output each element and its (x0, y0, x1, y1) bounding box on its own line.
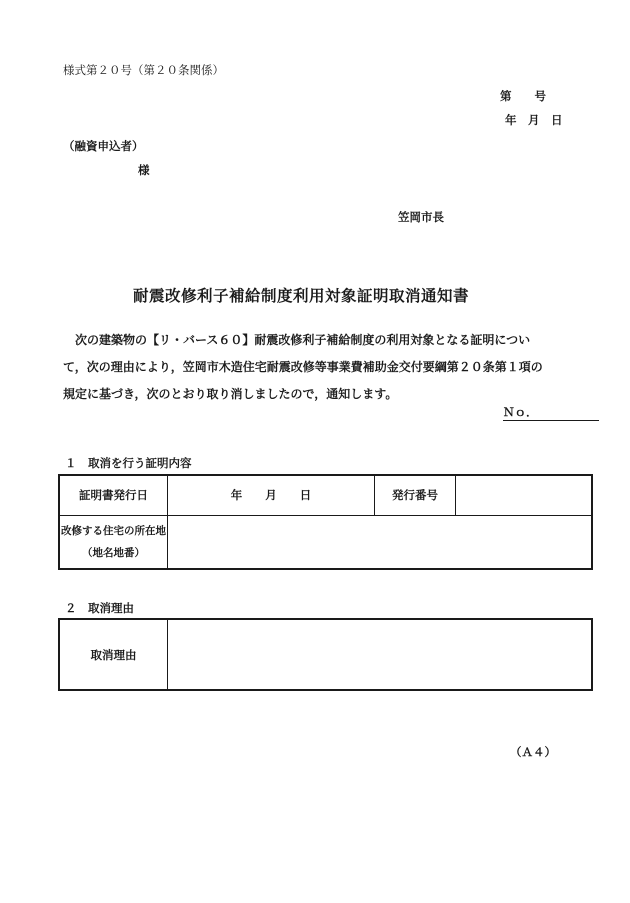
address-label-line2: （地名地番） (82, 546, 145, 559)
form-number: 様式第２０号（第２０条関係） (63, 63, 224, 77)
section2-heading: ２ 取消理由 (65, 601, 134, 615)
issue-date-value[interactable]: 年 月 日 (168, 475, 375, 515)
issue-date-label: 証明書発行日 (59, 475, 168, 515)
paper-size: （Ａ４） (510, 745, 556, 759)
address-value[interactable] (168, 515, 593, 569)
address-label-line1: 改修する住宅の所在地 (61, 524, 166, 537)
reason-value[interactable] (168, 619, 593, 690)
body-line: て，次の理由により，笠岡市木造住宅耐震改修等事業費補助金交付要綱第２０条第１項の (63, 360, 543, 374)
doc-number-label: 第 号 (500, 89, 546, 103)
recipient-label: （融資申込者） (63, 139, 144, 153)
body-line: 規定に基づき，次のとおり取り消しましたので，通知します。 (63, 387, 398, 401)
reason-label: 取消理由 (59, 619, 168, 690)
body-paragraph (63, 327, 603, 408)
reason-table (58, 618, 593, 691)
section1-heading: １ 取消を行う証明内容 (65, 456, 192, 470)
certificate-table (58, 474, 593, 570)
body-line: 次の建築物の【リ・バース６０】耐震改修利子補給制度の利用対象となる証明につい (75, 333, 531, 347)
issuer: 笠岡市長 (398, 210, 444, 224)
no-field (503, 404, 599, 421)
date-label: 年 月 日 (505, 113, 563, 127)
honorific: 様 (138, 163, 150, 177)
issue-number-label: 発行番号 (375, 475, 456, 515)
address-label (59, 515, 168, 569)
document-title: 耐震改修利子補給制度利用対象証明取消通知書 (133, 287, 470, 305)
issue-number-value[interactable] (456, 475, 593, 515)
no-label: Ｎｏ． (503, 405, 538, 419)
